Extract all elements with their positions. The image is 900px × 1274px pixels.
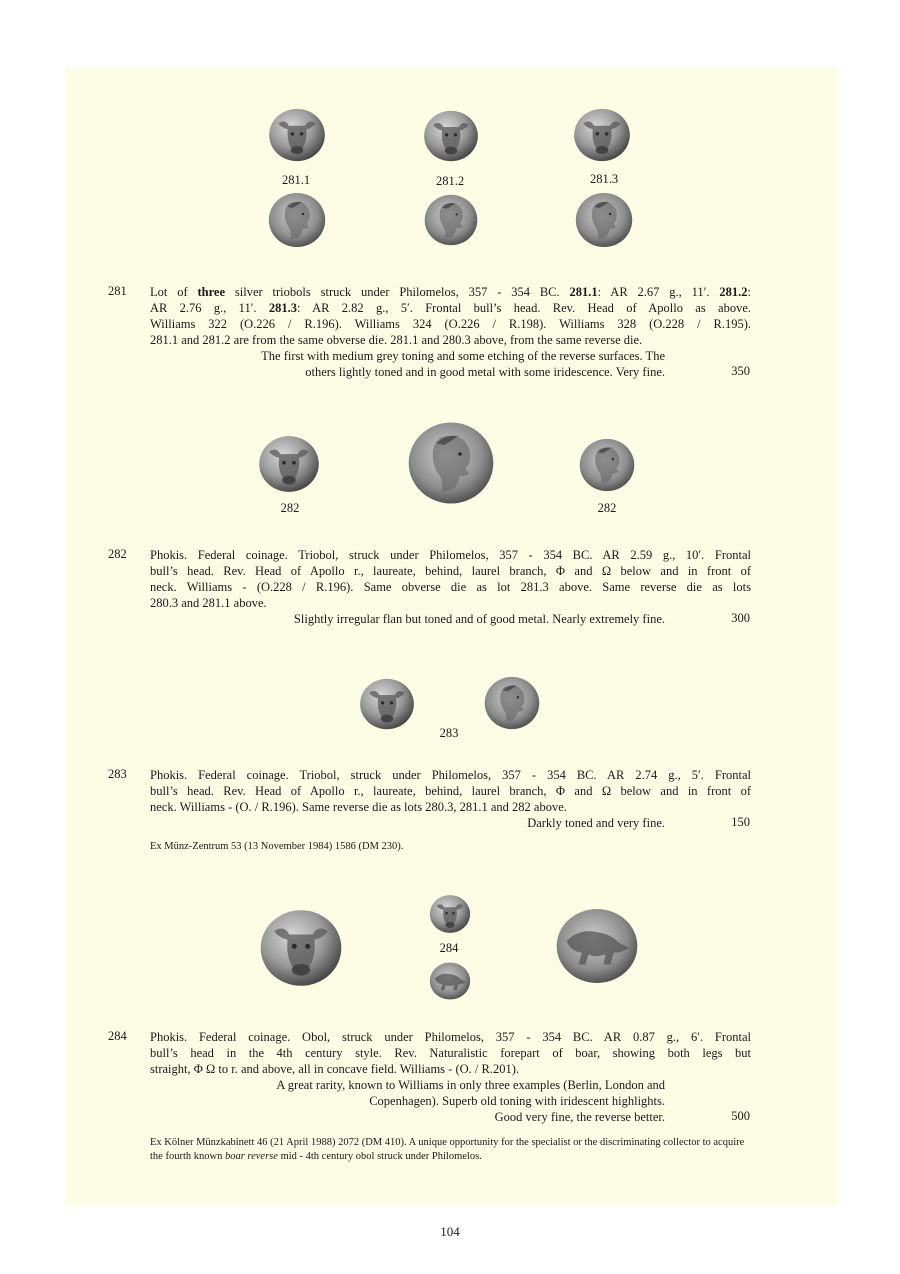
coin-284-obverse	[427, 893, 473, 935]
note-284-emphasis: boar reverse	[224, 1151, 278, 1162]
description-line: straight, Φ Ω to r. and above, all in concave field. Williams - (O. / R.201).	[150, 1062, 520, 1076]
caption-281-1: 281.1	[281, 173, 311, 187]
lot-price-282: 300	[731, 611, 750, 625]
coin-284-obverse-enlarged	[255, 906, 347, 990]
coin-281-1-obverse	[265, 106, 329, 164]
description-line: Phokis. Federal coinage. Triobol, struck under Philomelos, 357 - 354 BC. AR 2.59 g., 10′. Frontal	[150, 548, 751, 562]
description-line: Phokis. Federal coinage. Triobol, struck under Philomelos, 357 - 354 BC. AR 2.74 g., 5′. Frontal	[150, 768, 751, 782]
lot-description-283	[150, 767, 751, 815]
coin-281-2-obverse	[420, 108, 482, 164]
caption-282-b: 282	[597, 501, 617, 515]
description-line: Lot of three silver triobols struck under Philomelos, 357 - 354 BC. 281.1: AR 2.67 g., 11′. 281.2:	[150, 285, 751, 299]
note-284-part3: mid - 4th century obol struck under Philomelos.	[277, 1151, 482, 1162]
coin-282-obverse	[258, 433, 320, 495]
description-line: neck. Williams - (O. / R.196). Same reverse die as lots 280.3, 281.1 and 282 above.	[150, 800, 567, 814]
coin-283-obverse	[356, 676, 418, 732]
description-line: 281.1 and 281.2 are from the same obverse die. 281.1 and 280.3 above, from the same reverse die.	[150, 333, 643, 347]
condition-line: Slightly irregular flan but toned and of good metal. Nearly extremely fine.	[293, 612, 665, 626]
caption-282-a: 282	[280, 501, 300, 515]
lot-description-282	[150, 547, 751, 611]
description-line: 280.3 and 281.1 above.	[150, 596, 267, 610]
caption-281-3: 281.3	[589, 172, 619, 186]
lot-price-283: 150	[731, 815, 750, 829]
description-line: bull’s head. Rev. Head of Apollo r., laureate, behind, laurel branch, Φ and Ω below and in front of	[150, 564, 751, 578]
lot-price-281: 350	[731, 364, 750, 378]
caption-284: 284	[439, 941, 459, 955]
page-number: 104	[440, 1224, 460, 1239]
description-line: bull’s head. Rev. Head of Apollo r., laureate, behind, laurel branch, Φ and Ω below and in front of	[150, 784, 751, 798]
condition-line: others lightly toned and in good metal with some iridescence. Very fine.	[305, 365, 665, 379]
coin-281-3-obverse	[571, 106, 633, 164]
caption-281-2: 281.2	[435, 174, 465, 188]
condition-line: Copenhagen). Superb old toning with iridescent highlights.	[369, 1094, 665, 1108]
description-line: bull’s head in the 4th century style. Rev. Naturalistic forepart of boar, showing both legs but	[150, 1046, 751, 1060]
coin-281-1-reverse	[264, 190, 330, 250]
lot-note-284	[150, 1136, 751, 1164]
lot-condition-281	[261, 348, 665, 380]
lot-price-284: 500	[731, 1109, 750, 1123]
coin-282-reverse-enlarged	[400, 418, 502, 508]
lot-condition-284	[276, 1077, 665, 1125]
lot-number-284: 284	[108, 1029, 127, 1043]
note-284-part1: Ex Kölner Münzkabinett 46 (21 April 1988) 2072 (DM 410). A unique opportunity for the specialist or the discriminating collector to acquire the fourth known	[150, 1137, 745, 1162]
description-line: AR 2.76 g., 11′. 281.3: AR 2.82 g., 5′. Frontal bull’s head. Rev. Head of Apollo as above.	[150, 301, 751, 315]
caption-283: 283	[439, 726, 459, 740]
lot-description-281	[150, 284, 751, 348]
lot-description-284	[150, 1029, 751, 1077]
lot-number-282: 282	[108, 547, 127, 561]
lot-condition-283	[527, 815, 665, 831]
condition-line: Darkly toned and very fine.	[527, 816, 665, 830]
coin-283-reverse	[481, 674, 543, 732]
coin-282-reverse	[576, 436, 638, 494]
lot-note-283: Ex Münz-Zentrum 53 (13 November 1984) 1586 (DM 230).	[150, 841, 404, 852]
condition-line: Good very fine, the reverse better.	[494, 1110, 665, 1124]
description-line: neck. Williams - (O.228 / R.196). Same obverse die as lot 281.3 above. Same reverse die as lots	[150, 580, 751, 594]
description-line: Williams 322 (O.226 / R.196). Williams 324 (O.226 / R.198). Williams 328 (O.228 / R.195).	[150, 317, 751, 331]
lot-condition-282	[294, 611, 665, 627]
lot-number-281: 281	[108, 284, 127, 298]
coin-284-reverse-enlarged	[550, 904, 644, 988]
condition-line: A great rarity, known to Williams in only three examples (Berlin, London and	[276, 1078, 665, 1092]
condition-line: The first with medium grey toning and some etching of the reverse surfaces. The	[261, 349, 665, 363]
coin-281-2-reverse	[421, 192, 481, 248]
coin-284-reverse	[427, 960, 473, 1002]
description-line: Phokis. Federal coinage. Obol, struck under Philomelos, 357 - 354 BC. AR 0.87 g., 6′. Frontal	[150, 1030, 751, 1044]
coin-281-3-reverse	[572, 190, 636, 250]
lot-number-283: 283	[108, 767, 127, 781]
